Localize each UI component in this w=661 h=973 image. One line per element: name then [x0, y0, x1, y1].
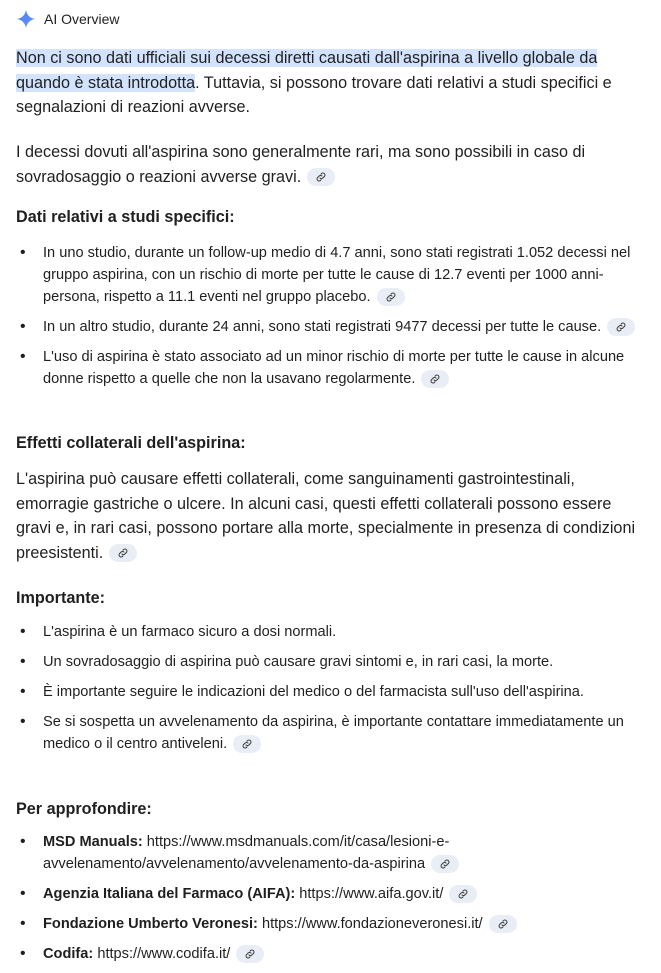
list-item-text: L'uso di aspirina è stato associato ad un minor rischio di morte per tutte le cause in alcune donne rispetto a quelle che non la usavano regolarmente. — [43, 349, 625, 387]
list-item — [16, 346, 646, 390]
source-link-button[interactable] — [377, 288, 405, 306]
list-item — [16, 943, 646, 965]
studies-list — [16, 242, 646, 398]
side-effects-text: L'aspirina può causare effetti collaterali, come sanguinamenti gastrointestinali, emorragie gastriche o ulcere. In alcuni casi, questi effetti collaterali possono essere gravi e, in rari casi, possono portare alla morte, specialmente in presenza di condizioni preesistenti. — [16, 470, 636, 562]
list-item — [16, 651, 646, 673]
source-name: MSD Manuals: — [43, 834, 143, 850]
link-icon — [117, 547, 129, 559]
link-icon — [429, 373, 441, 385]
list-item — [16, 316, 646, 338]
source-link-button[interactable] — [307, 168, 335, 186]
source-link-button[interactable] — [449, 885, 477, 903]
list-item — [16, 831, 646, 875]
intro-paragraph — [16, 46, 646, 120]
source-link-button[interactable] — [431, 855, 459, 873]
section-heading-important: Importante: — [16, 589, 106, 607]
list-item — [16, 883, 646, 905]
list-item — [16, 681, 646, 703]
source-name: Fondazione Umberto Veronesi: — [43, 916, 258, 932]
list-item-text: È importante seguire le indicazioni del medico o del farmacista sull'uso dell'aspirina. — [43, 684, 584, 700]
highlighted-answer: Non ci sono dati ufficiali sui decessi diretti causati dall'aspirina a livello globale da quando è stata introdotta — [16, 49, 598, 92]
summary-paragraph — [16, 140, 646, 189]
source-name: Codifa: — [43, 946, 94, 962]
intro-rest: . Tuttavia, si possono trovare dati relativi a studi specifici e segnalazioni di reazioni avverse. — [16, 73, 612, 116]
side-effects-paragraph — [16, 467, 646, 565]
section-heading-further-reading: Per approfondire: — [16, 800, 152, 818]
list-item-text: In uno studio, durante un follow-up medio di 4.7 anni, sono stati registrati 1.052 decessi nel gruppo aspirina, con un rischio di morte per tutte le cause di 12.7 eventi per 1000 anni-persona, rispetto a 11.1 eventi nel gruppo placebo. — [43, 245, 631, 305]
list-item — [16, 913, 646, 935]
source-link-button[interactable] — [489, 915, 517, 933]
link-icon — [241, 738, 253, 750]
source-link-button[interactable] — [233, 735, 261, 753]
source-url: https://www.codifa.it/ — [97, 946, 231, 962]
link-icon — [457, 888, 469, 900]
source-link-button[interactable] — [236, 945, 264, 963]
link-icon — [497, 918, 509, 930]
list-item-text: L'aspirina è un farmaco sicuro a dosi normali. — [43, 624, 337, 640]
source-name: Agenzia Italiana del Farmaco (AIFA): — [43, 886, 296, 902]
source-url: https://www.fondazioneveronesi.it/ — [261, 916, 483, 932]
list-item — [16, 621, 646, 643]
link-icon — [244, 948, 256, 960]
list-item — [16, 242, 646, 308]
list-item-text: In un altro studio, durante 24 anni, sono stati registrati 9477 decessi per tutte le cause. — [43, 319, 602, 335]
list-item-text: Se si sospetta un avvelenamento da aspirina, è importante contattare immediatamente un medico o il centro antiveleni. — [43, 714, 624, 752]
list-item-text: Un sovradosaggio di aspirina può causare gravi sintomi e, in rari casi, la morte. — [43, 654, 554, 670]
source-url: https://www.msdmanuals.com/it/casa/lesioni-e-avvelenamento/avvelenamento/avvelenamento-da-aspirina — [43, 834, 450, 872]
link-icon — [385, 291, 397, 303]
ai-overview-header — [16, 9, 119, 29]
important-list — [16, 621, 646, 763]
link-icon — [615, 321, 627, 333]
source-link-button[interactable] — [607, 318, 635, 336]
link-icon — [439, 858, 451, 870]
further-reading-list — [16, 831, 646, 973]
sparkle-icon — [16, 9, 36, 29]
source-link-button[interactable] — [421, 370, 449, 388]
section-heading-side-effects: Effetti collaterali dell'aspirina: — [16, 434, 246, 452]
summary-text: I decessi dovuti all'aspirina sono generalmente rari, ma sono possibili in caso di sovradosaggio o reazioni avverse gravi. — [16, 143, 586, 186]
link-icon — [315, 171, 327, 183]
source-url: https://www.aifa.gov.it/ — [299, 886, 444, 902]
source-link-button[interactable] — [109, 544, 137, 562]
list-item — [16, 711, 646, 755]
header-title: AI Overview — [44, 11, 120, 27]
section-heading-studies: Dati relativi a studi specifici: — [16, 208, 235, 226]
